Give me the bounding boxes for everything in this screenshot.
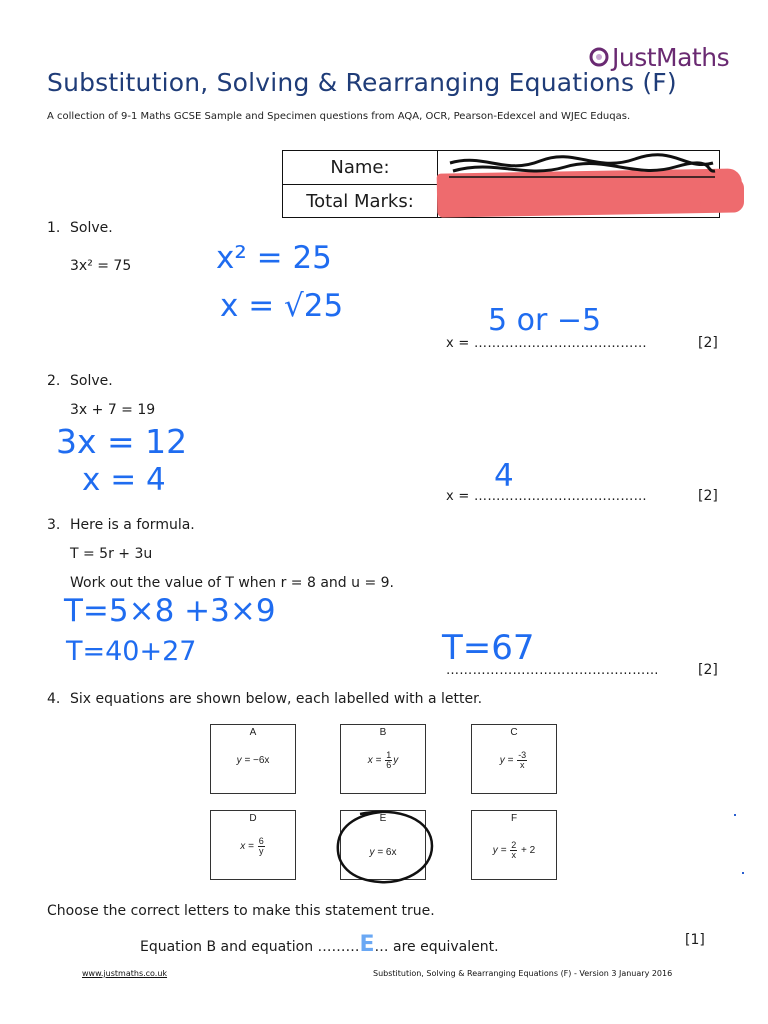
q4-statement-intro: Choose the correct letters to make this statement true. <box>47 903 435 919</box>
redaction-mark-tail <box>700 178 744 212</box>
equation-box-f <box>471 810 557 880</box>
stray-dot <box>734 814 736 816</box>
box-equation: y = −6x <box>236 755 270 766</box>
box-equation: x = $\frac{1}{6}$ y <box>367 750 399 770</box>
stray-dot <box>742 872 744 874</box>
equation-box-a <box>210 724 296 794</box>
q1-answer-line: x = ………………………………… <box>446 336 647 351</box>
box-equation: y = $\frac{-3}{x}$ <box>499 750 527 770</box>
answer-circle-mark <box>330 806 440 886</box>
q2-prompt: Solve. <box>70 373 113 389</box>
q1-handwritten-answer: 5 or −5 <box>488 303 602 338</box>
box-letter: B <box>379 727 387 738</box>
q1-prompt: Solve. <box>70 220 113 236</box>
q1-working-line2: x = √25 <box>220 288 344 324</box>
box-letter: A <box>249 727 257 738</box>
footer-document-info: Substitution, Solving & Rearranging Equations (F) - Version 3 January 2016 <box>373 969 673 978</box>
q2-working-line2: x = 4 <box>82 462 166 498</box>
page-title: Substitution, Solving & Rearranging Equations (F) <box>47 68 677 97</box>
q2-equation: 3x + 7 = 19 <box>70 402 156 418</box>
q4-marks: [1] <box>685 932 705 948</box>
box-equation: x = $\frac{6}{y}$ <box>240 836 264 856</box>
equation-box-c <box>471 724 557 794</box>
q3-working-line1: T=5×8 +3×9 <box>64 593 276 629</box>
q2-marks: [2] <box>698 488 718 504</box>
q4-number: 4. <box>47 691 61 707</box>
q3-formula: T = 5r + 3u <box>70 546 153 562</box>
logo-swirl-icon <box>588 46 610 68</box>
box-equation: y = $\frac{2}{x}$ + 2 <box>492 840 536 860</box>
q3-answer-line: ………………………………………… <box>446 663 659 678</box>
name-label: Name: <box>283 151 438 184</box>
box-equation: y = 6x <box>369 847 397 858</box>
box-letter: C <box>510 727 518 738</box>
q3-handwritten-answer: T=67 <box>442 628 535 668</box>
q4-handwritten-answer: E <box>359 932 375 957</box>
q2-working-line1: 3x = 12 <box>56 422 188 461</box>
footer-website-link[interactable]: www.justmaths.co.uk <box>82 969 168 978</box>
total-marks-label: Total Marks: <box>283 185 438 218</box>
q1-working-line1: x² = 25 <box>216 240 332 276</box>
q3-number: 3. <box>47 517 61 533</box>
box-letter: D <box>249 813 257 824</box>
q3-marks: [2] <box>698 662 718 678</box>
q2-handwritten-answer: 4 <box>494 458 514 494</box>
logo-text: JustMaths <box>612 42 730 72</box>
name-scribble <box>445 153 720 183</box>
equation-box-d <box>210 810 296 880</box>
q3-instruction: Work out the value of T when r = 8 and u = 9. <box>70 575 394 591</box>
q1-equation: 3x² = 75 <box>70 258 132 274</box>
box-letter: F <box>510 813 518 824</box>
q1-marks: [2] <box>698 335 718 351</box>
q1-number: 1. <box>47 220 61 236</box>
page-subtitle: A collection of 9-1 Maths GCSE Sample and Specimen questions from AQA, OCR, Pearson-Edexcel and WJEC Eduqas. <box>47 111 631 122</box>
q3-prompt: Here is a formula. <box>70 517 195 533</box>
q4-prompt: Six equations are shown below, each labelled with a letter. <box>70 691 483 707</box>
box-letter: E <box>379 813 387 824</box>
q3-working-line2: T=40+27 <box>66 636 197 667</box>
q2-number: 2. <box>47 373 61 389</box>
q2-answer-line: x = ………………………………… <box>446 489 647 504</box>
q4-statement: Equation B and equation ………E… are equivalent. <box>140 932 499 957</box>
equation-box-b <box>340 724 426 794</box>
